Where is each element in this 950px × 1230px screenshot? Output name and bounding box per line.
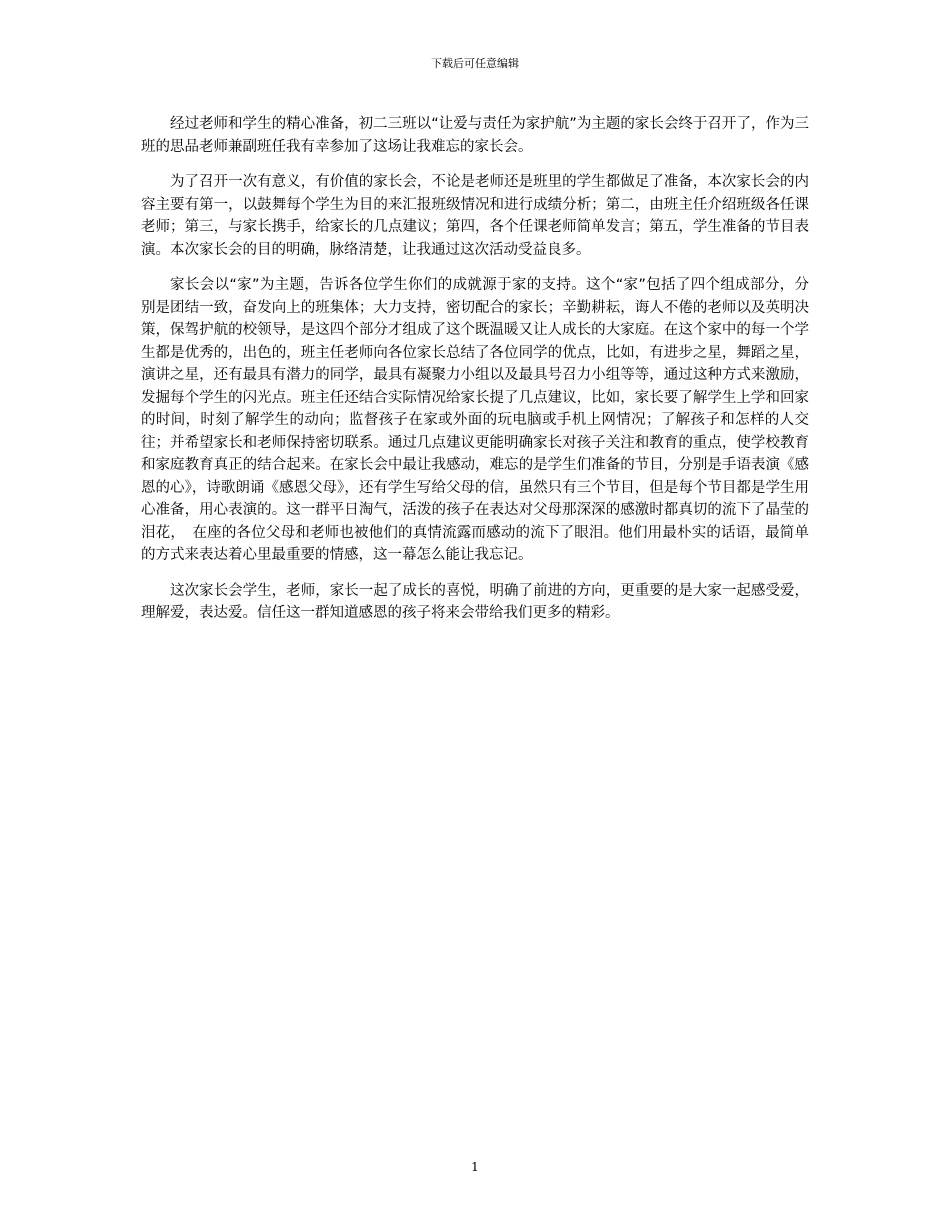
paragraph-3: 家长会以“家”为主题，告诉各位学生你们的成就源于家的支持。这个“家”包括了四个组成部分，分别是团结一致，奋发向上的班集体；大力支持，密切配合的家长；辛勤耕耘，诲人不倦的老师以及英明决策，保驾护航的校领导，是这四个部分才组成了这个既温暖又让人成长的大家庭。在这个家中的每一个学生都是优秀的，出色的，班主任老师向各位家长总结了各位同学的优点，比如，有进步之星，舞蹈之星，演讲之星，还有最具有潜力的同学，最具有凝聚力小组以及最具号召力小组等等，通过这种方式来激励，发掘每个学生的闪光点。班主任还结合实际情况给家长提了几点建议，比如，家长要了解学生上学和回家的时间，时刻了解学生的动向；监督孩子在家或外面的玩电脑或手机上网情况；了解孩子和怎样的人交往；并希望家长和老师保持密切联系。通过几点建议更能明确家长对孩子关注和教育的重点，使学校教育和家庭教育真正的结合起来。在家长会中最让我感动，难忘的是学生们准备的节目，分别是手语表演《感恩的心》，诗歌朗诵《感恩父母》，还有学生写给父母的信，虽然只有三个节目，但是每个节目都是学生用心准备，用心表演的。这一群平日淘气，活泼的孩子在表达对父母那深深的感激时都真切的流下了晶莹的泪花， 在座的各位父母和老师也被他们的真情流露而感动的流下了眼泪。他们用最朴实的话语，最简单的方式来表达着心里最重要的情感，这一幕怎么能让我忘记。 <box>141 277 809 563</box>
page-header: 下载后可任意编辑 <box>431 57 519 70</box>
document-body <box>141 113 809 638</box>
page-number: 1 <box>471 1160 479 1174</box>
paragraph-2: 为了召开一次有意义，有价值的家长会，不论是老师还是班里的学生都做足了准备，本次家长会的内容主要有第一，以鼓舞每个学生为目的来汇报班级情况和进行成绩分析；第二，由班主任介绍班级各任课老师；第三，与家长携手，给家长的几点建议；第四，各个任课老师简单发言；第五，学生准备的节目表演。本次家长会的目的明确，脉络清楚，让我通过这次活动受益良多。 <box>141 174 809 258</box>
paragraph-1: 经过老师和学生的精心准备，初二三班以“让爱与责任为家护航”为主题的家长会终于召开了，作为三班的思品老师兼副班任我有幸参加了这场让我难忘的家长会。 <box>141 116 809 155</box>
paragraph-4: 这次家长会学生，老师，家长一起了成长的喜悦，明确了前进的方向，更重要的是大家一起感受爱，理解爱，表达爱。信任这一群知道感恩的孩子将来会带给我们更多的精彩。 <box>141 582 809 621</box>
